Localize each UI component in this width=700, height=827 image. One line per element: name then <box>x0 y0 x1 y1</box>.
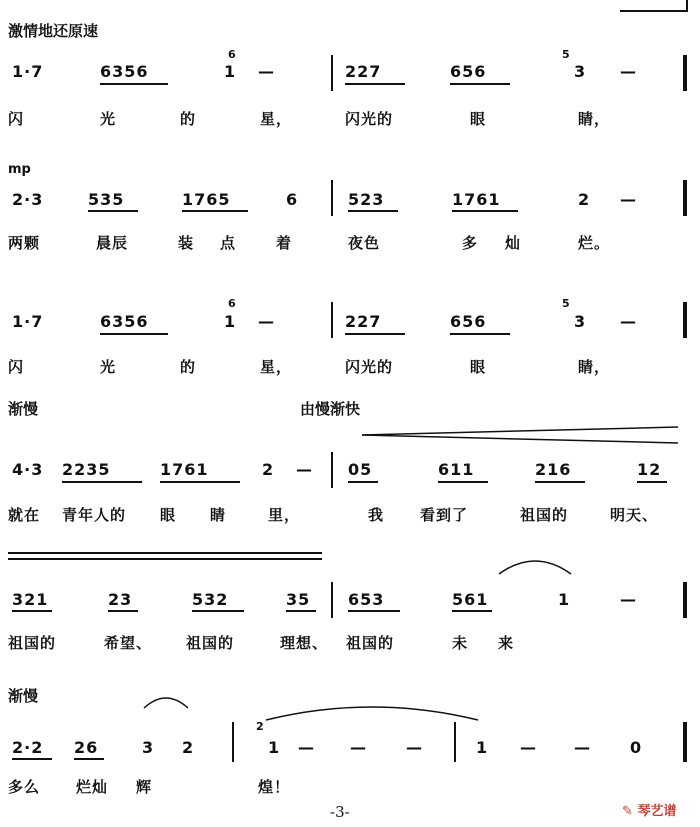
tempo-marking: 渐慢 <box>8 687 39 705</box>
underline-beam <box>348 210 398 212</box>
lyric: 明天、 <box>610 506 659 524</box>
hairpin-continuation-line <box>8 558 322 560</box>
note-group: 1·7 <box>12 62 44 81</box>
lyric: 晨辰 <box>96 234 129 252</box>
underline-beam <box>452 610 492 612</box>
lyric: 灿 <box>505 234 522 252</box>
hairpin-continuation-line <box>8 552 322 554</box>
grace-note: 5 <box>562 297 570 310</box>
lyric: 多 <box>462 234 479 252</box>
note-group: 0 <box>630 738 643 757</box>
bar-line <box>683 722 687 762</box>
lyric: 的 <box>180 358 197 376</box>
lyric: 多么 <box>8 778 41 796</box>
note-dash: — <box>298 738 315 757</box>
note-dash: — <box>620 62 637 81</box>
grace-note: 5 <box>562 48 570 61</box>
underline-beam <box>88 210 138 212</box>
underline-beam <box>100 333 168 335</box>
note-group: 05 <box>348 460 373 479</box>
note-dash: — <box>296 460 313 479</box>
lyric: 祖国的 <box>346 634 395 652</box>
lyric: 辉 <box>136 778 153 796</box>
note-group: 3 <box>574 312 587 331</box>
lyric: 祖国的 <box>186 634 235 652</box>
grace-note: 6 <box>228 297 236 310</box>
lyric: 希望、 <box>104 634 153 652</box>
lyric: 睛 <box>210 506 227 524</box>
crescendo-hairpin <box>360 425 680 445</box>
note-group: 2 <box>262 460 275 479</box>
lyric: 光 <box>100 358 117 376</box>
underline-beam <box>62 481 142 483</box>
lyric: 里， <box>268 506 301 524</box>
underline-beam <box>12 610 52 612</box>
lyric: 眼 <box>470 110 487 128</box>
note-group: 6 <box>286 190 299 209</box>
bar-line <box>331 180 333 216</box>
underline-beam <box>450 83 510 85</box>
note-group: 1 <box>476 738 489 757</box>
bar-line <box>331 55 333 91</box>
underline-beam <box>450 333 510 335</box>
underline-beam <box>345 333 405 335</box>
note-group: 2 <box>578 190 591 209</box>
underline-beam <box>74 758 104 760</box>
note-dash: — <box>520 738 537 757</box>
underline-beam <box>160 481 240 483</box>
lyric: 的 <box>180 110 197 128</box>
underline-beam <box>345 83 405 85</box>
lyric: 煌！ <box>258 778 291 796</box>
bar-line <box>683 180 687 216</box>
note-group: 2·3 <box>12 190 44 209</box>
note-group: 23 <box>108 590 133 609</box>
note-group: 1 <box>224 312 237 331</box>
lyric: 眼 <box>470 358 487 376</box>
logo-icon: ✎ <box>622 804 633 819</box>
note-group: 6356 <box>100 312 149 331</box>
note-group: 2 <box>182 738 195 757</box>
note-group: 26 <box>74 738 99 757</box>
watermark-logo <box>622 800 676 819</box>
tempo-marking: 由慢渐快 <box>300 400 361 418</box>
dynamic-marking: mp <box>8 162 31 177</box>
note-dash: — <box>258 312 275 331</box>
note-dash: — <box>350 738 367 757</box>
grace-note: 6 <box>228 48 236 61</box>
note-group: 535 <box>88 190 125 209</box>
lyric: 来 <box>498 634 515 652</box>
lyric: 闪光的 <box>345 358 394 376</box>
note-group: 12 <box>637 460 662 479</box>
note-group: 2·2 <box>12 738 44 757</box>
note-group: 1 <box>224 62 237 81</box>
note-group: 227 <box>345 312 382 331</box>
lyric: 烂。 <box>578 234 611 252</box>
note-group: 3 <box>574 62 587 81</box>
bar-line <box>331 302 333 338</box>
lyric: 祖国的 <box>520 506 569 524</box>
lyric: 着 <box>276 234 293 252</box>
note-dash: — <box>620 312 637 331</box>
bar-line <box>454 722 456 762</box>
note-group: 227 <box>345 62 382 81</box>
underline-beam <box>535 481 585 483</box>
note-group: 611 <box>438 460 475 479</box>
tie-arc <box>495 552 575 576</box>
lyric: 闪 <box>8 110 25 128</box>
underline-beam <box>348 481 378 483</box>
note-group: 6356 <box>100 62 149 81</box>
top-frame-line <box>620 0 688 12</box>
bar-line <box>683 55 687 91</box>
underline-beam <box>438 481 488 483</box>
lyric: 看到了 <box>420 506 469 524</box>
note-group: 4·3 <box>12 460 44 479</box>
lyric: 夜色 <box>348 234 381 252</box>
lyric: 点 <box>220 234 237 252</box>
lyric: 青年人的 <box>62 506 127 524</box>
lyric: 未 <box>452 634 469 652</box>
note-dash: — <box>258 62 275 81</box>
note-group: 656 <box>450 312 487 331</box>
tempo-marking: 激情地还原速 <box>8 22 99 40</box>
bar-line <box>331 582 333 618</box>
underline-beam <box>12 758 52 760</box>
underline-beam <box>452 210 518 212</box>
lyric: 星， <box>260 110 293 128</box>
grace-note: 2 <box>256 720 264 733</box>
note-group: 523 <box>348 190 385 209</box>
underline-beam <box>348 610 400 612</box>
lyric: 眼 <box>160 506 177 524</box>
lyric: 闪 <box>8 358 25 376</box>
page-number: -3- <box>330 803 350 821</box>
logo-text: 琴艺谱 <box>637 804 677 819</box>
note-group: 1 <box>558 590 571 609</box>
underline-beam <box>100 83 168 85</box>
lyric: 星， <box>260 358 293 376</box>
bar-line <box>232 722 234 762</box>
lyric: 睛， <box>578 358 611 376</box>
lyric: 两颗 <box>8 234 41 252</box>
note-group: 2235 <box>62 460 111 479</box>
note-group: 216 <box>535 460 572 479</box>
note-group: 35 <box>286 590 311 609</box>
note-group: 1761 <box>452 190 501 209</box>
note-dash: — <box>620 590 637 609</box>
underline-beam <box>182 210 248 212</box>
bar-line <box>331 452 333 488</box>
slur-arc <box>140 690 192 710</box>
lyric: 烂灿 <box>76 778 109 796</box>
tempo-marking: 渐慢 <box>8 400 39 418</box>
lyric: 祖国的 <box>8 634 57 652</box>
note-group: 321 <box>12 590 49 609</box>
lyric: 理想、 <box>280 634 329 652</box>
underline-beam <box>286 610 316 612</box>
note-group: 656 <box>450 62 487 81</box>
underline-beam <box>637 481 667 483</box>
lyric: 装 <box>178 234 195 252</box>
lyric: 光 <box>100 110 117 128</box>
note-group: 1·7 <box>12 312 44 331</box>
note-dash: — <box>574 738 591 757</box>
note-group: 1765 <box>182 190 231 209</box>
bar-line <box>683 302 687 338</box>
note-dash: — <box>620 190 637 209</box>
bar-line <box>683 582 687 618</box>
note-group: 3 <box>142 738 155 757</box>
lyric: 闪光的 <box>345 110 394 128</box>
note-group: 1 <box>268 738 281 757</box>
note-dash: — <box>406 738 423 757</box>
note-group: 1761 <box>160 460 209 479</box>
note-group: 561 <box>452 590 489 609</box>
underline-beam <box>192 610 244 612</box>
lyric: 就在 <box>8 506 41 524</box>
note-group: 653 <box>348 590 385 609</box>
lyric: 我 <box>368 506 385 524</box>
tie-arc <box>262 700 482 722</box>
note-group: 532 <box>192 590 229 609</box>
lyric: 睛， <box>578 110 611 128</box>
underline-beam <box>108 610 138 612</box>
